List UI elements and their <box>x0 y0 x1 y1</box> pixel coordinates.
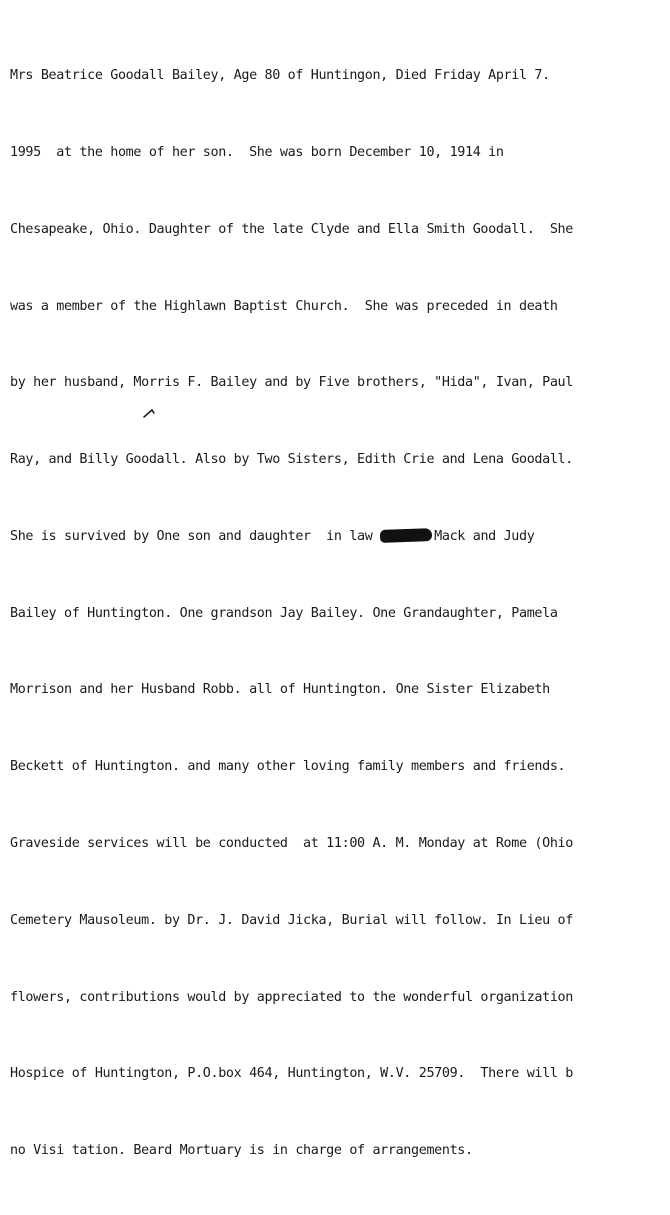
text-line-10: Beckett of Huntington. and many other loving family members and friends. <box>10 759 566 775</box>
text-line-13: flowers, contributions would by appreciated to the wonderful organization <box>10 989 573 1005</box>
redaction-mark <box>380 528 432 543</box>
text-line-12: Cemetery Mausoleum. by Dr. J. David Jicka, Burial will follow. In Lieu of <box>10 912 573 928</box>
text-line-5: by her husband, Morris F. Bailey and by Five brothers, "Hida", Ivan, Paul <box>10 375 573 391</box>
text-line-7 <box>10 524 670 550</box>
text-line-8: Bailey of Huntington. One grandson Jay Bailey. One Grandaughter, Pamela <box>10 605 558 621</box>
text-line-9: Morrison and her Husband Robb. all of Huntington. One Sister Elizabeth <box>10 682 550 698</box>
text-line-14: Hospice of Huntington, P.O.box 464, Huntington, W.V. 25709. There will b <box>10 1066 573 1082</box>
text-line-6: Ray, and Billy Goodall. Also by Two Sisters, Edith Crie and Lena Goodall. <box>10 452 573 468</box>
text-line-4: was a member of the Highlawn Baptist Church. She was preceded in death <box>10 298 558 314</box>
text-line-7-start: She is survived by One son and daughter in law <box>10 528 381 544</box>
text-line-3: Chesapeake, Ohio. Daughter of the late Clyde and Ella Smith Goodall. She <box>10 221 573 237</box>
text-line-2: 1995 at the home of her son. She was born December 10, 1914 in <box>10 144 504 160</box>
pen-mark <box>142 404 162 418</box>
text-line-1: Mrs Beatrice Goodall Bailey, Age 80 of Huntingon, Died Friday April 7. <box>10 68 550 84</box>
text-line-11: Graveside services will be conducted at 11:00 A. M. Monday at Rome (Ohio <box>10 836 573 851</box>
obituary-text <box>10 12 670 1215</box>
text-line-7-end: Mack and Judy <box>434 528 535 544</box>
text-line-15: no Visi tation. Beard Mortuary is in charge of arrangements. <box>10 1143 473 1159</box>
